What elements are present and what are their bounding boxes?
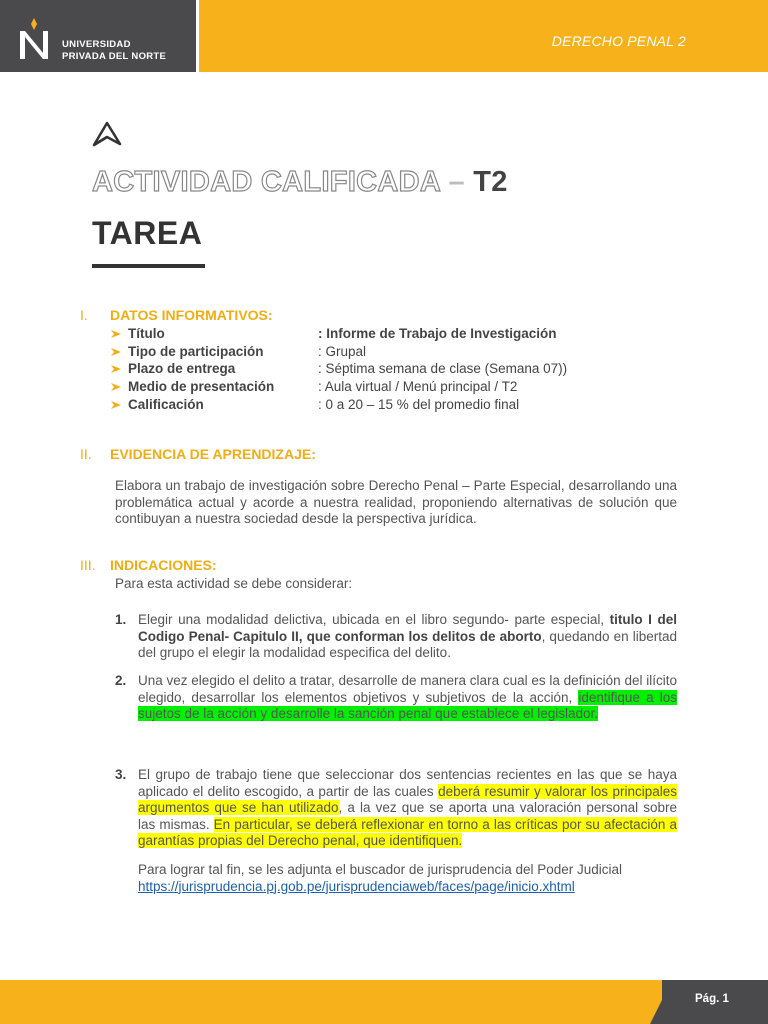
item-1-text <box>138 612 677 662</box>
activity-code: T2 <box>473 166 508 198</box>
section-number: III. <box>80 557 96 573</box>
university-name <box>62 39 166 63</box>
closing-text: Para lograr tal fin, se les adjunta el buscador de jurisprudencia del Poder Judicial <box>138 862 623 877</box>
arrow-bullet-icon <box>110 364 122 374</box>
section-number: I. <box>80 307 88 323</box>
title-underline <box>92 264 205 268</box>
info-label: Calificación <box>128 397 204 412</box>
info-value: : Informe de Trabajo de Investigación <box>318 326 557 341</box>
item-3-text <box>138 767 677 850</box>
item-number: 2. <box>115 673 127 688</box>
section-title: EVIDENCIA DE APRENDIZAJE: <box>110 446 316 462</box>
section-heading-datos <box>80 307 273 323</box>
info-label: Plazo de entrega <box>128 361 236 376</box>
arrow-pointer-icon <box>91 120 123 148</box>
arrow-bullet-icon <box>110 382 122 392</box>
arrow-bullet-icon <box>110 347 122 357</box>
logo-line-1: UNIVERSIDAD <box>62 39 131 50</box>
info-label: Medio de presentación <box>128 379 275 394</box>
activity-subtitle: TAREA <box>92 215 203 251</box>
item-number: 3. <box>115 767 127 782</box>
item-number: 1. <box>115 612 127 627</box>
university-logo-icon <box>17 16 51 62</box>
item-text-part: El grupo de trabajo tiene que seleccionar dos sentencias recientes en las que se haya aplicado el delito escogido, a partir de las cuales <box>138 767 677 799</box>
info-value: : Aula virtual / Menú principal / T2 <box>318 379 518 394</box>
info-label: Tipo de participación <box>128 344 264 359</box>
item-text-part: Elegir una modalidad delictiva, ubicada en el libro segundo- parte especial, <box>138 612 610 627</box>
item-2-text <box>138 673 677 723</box>
item-text-part: , a la vez que se aporta una valoración personal sobre las mismas. <box>138 800 677 832</box>
evidence-paragraph: Elabora un trabajo de investigación sobre Derecho Penal – Parte Especial, desarrollando una problemática actual y acorde a nuestra realidad, proponiendo alternativas de solución que contibuyan a nuestra sociedad desde la perspectiva jurídica. <box>115 478 677 526</box>
closing-paragraph <box>138 862 677 895</box>
page-number: Pág. 1 <box>695 993 729 1005</box>
university-logo <box>0 0 196 72</box>
item-text-highlight-yellow: En particular, se deberá reflexionar en torno a las críticas por su afectación a garantías propias del Derecho penal, que identifiquen. <box>138 816 677 848</box>
logo-line-2: PRIVADA DEL NORTE <box>62 51 167 62</box>
page-header <box>0 0 768 72</box>
info-label: Título <box>128 326 165 341</box>
item-text-highlight-green: identifique a los sujetos de la acción y desarrolle la sanción penal que establece el legislador. <box>138 689 677 721</box>
item-text-highlight-yellow: deberá resumir y valorar los principales argumentos que se han utilizado <box>138 783 677 815</box>
item-text-part: , quedando en libertad del grupo el elegir la modalidad especifica del delito. <box>138 628 677 660</box>
item-text-part: Una vez elegido el delito a tratar, desarrolle de manera clara cual es la definición del ilícito elegido, desarrollar los elementos objetivos y subjetivos de la acción, <box>138 673 677 705</box>
jurisprudence-link[interactable]: https://jurisprudencia.pj.gob.pe/jurisprudenciaweb/faces/page/inicio.xhtml <box>138 878 575 894</box>
indications-intro: Para esta actividad se debe considerar: <box>115 576 353 591</box>
section-title: INDICACIONES: <box>110 557 217 573</box>
info-value: : 0 a 20 – 15 % del promedio final <box>318 397 520 412</box>
activity-title-text: ACTIVIDAD CALIFICADA <box>92 166 441 198</box>
arrow-bullet-icon <box>110 329 122 339</box>
item-text-bold: titulo I del Codigo Penal- Capitulo II, que conforman los delitos de aborto <box>138 612 677 644</box>
section-title: DATOS INFORMATIVOS: <box>110 307 273 323</box>
section-heading-indicaciones <box>80 557 217 573</box>
info-value: : Grupal <box>318 344 367 359</box>
arrow-bullet-icon <box>110 400 122 410</box>
activity-title-dash: – <box>448 166 465 198</box>
section-heading-evidencia <box>80 446 316 462</box>
section-number: II. <box>80 446 92 462</box>
course-name: DERECHO PENAL 2 <box>551 33 686 49</box>
info-value: : Séptima semana de clase (Semana 07)) <box>318 361 568 376</box>
activity-title <box>92 166 508 199</box>
